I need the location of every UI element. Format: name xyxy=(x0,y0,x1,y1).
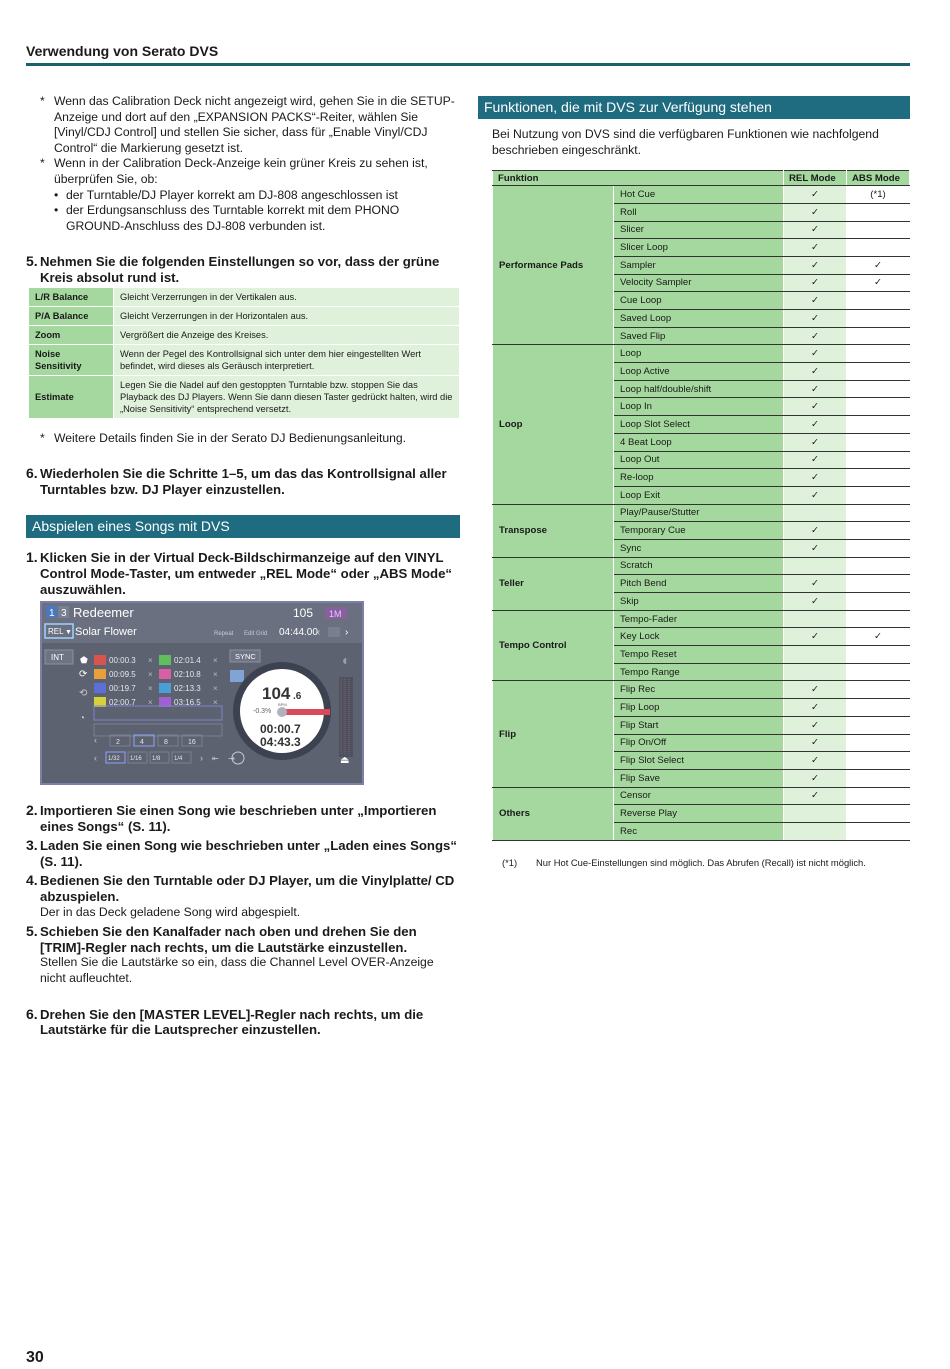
slip-icon[interactable]: ◐ xyxy=(342,652,351,669)
abs-mode-cell xyxy=(847,433,910,451)
function-group: Tempo Control xyxy=(493,610,614,681)
function-name: Velocity Sampler xyxy=(614,274,784,292)
abs-mode-cell: (*1) xyxy=(847,186,910,204)
rel-mode-cell: ✓ xyxy=(784,734,847,752)
rel-mode-cell: ✓ xyxy=(784,433,847,451)
abs-mode-cell xyxy=(847,752,910,770)
arrows-icon[interactable] xyxy=(328,627,340,637)
cue-time: 00:00.3 xyxy=(109,656,136,666)
abs-mode-cell xyxy=(847,734,910,752)
abs-mode-cell: ✓ xyxy=(847,274,910,292)
cue-time: 03:16.5 xyxy=(174,698,201,708)
asterisk: * xyxy=(40,430,45,445)
close-icon[interactable]: × xyxy=(213,656,218,666)
step-number: 5. xyxy=(26,923,38,940)
rel-mode-cell: ✓ xyxy=(784,292,847,310)
step-number: 5. xyxy=(26,253,38,270)
note-green-circle xyxy=(26,156,460,187)
column-header-function: Funktion xyxy=(493,171,784,186)
intro-text: Bei Nutzung von DVS sind die verfügbaren Funktionen wie nachfolgend beschrieben eingeschränkt. xyxy=(492,127,879,157)
rel-mode-cell: ✓ xyxy=(784,539,847,557)
function-name: Tempo-Fader xyxy=(614,610,784,628)
rel-mode-cell: ✓ xyxy=(784,752,847,770)
function-name: Loop In xyxy=(614,398,784,416)
function-name: Loop Exit xyxy=(614,486,784,504)
step-number: 6. xyxy=(26,1005,38,1022)
page-number: 30 xyxy=(26,1349,44,1366)
close-icon[interactable]: × xyxy=(148,684,153,694)
rel-mode-cell: ✓ xyxy=(784,716,847,734)
track-time-total: 04:44.00 xyxy=(279,627,318,639)
rel-mode-cell: ✓ xyxy=(784,186,847,204)
beat-jump-forward-icon[interactable]: ⇥ xyxy=(228,754,235,764)
abs-mode-cell xyxy=(847,769,910,787)
abs-mode-cell xyxy=(847,327,910,345)
left-column xyxy=(26,94,460,1038)
setting-value: Gleicht Verzerrungen in der Horizontalen aus. xyxy=(114,306,460,325)
function-name: Censor xyxy=(614,787,784,805)
edit-grid-button[interactable]: Edit Grid xyxy=(244,631,268,638)
eject-icon[interactable]: ⏏ xyxy=(340,755,350,767)
abs-mode-cell xyxy=(847,787,910,805)
step-text: Klicken Sie in der Virtual Deck-Bildschirmanzeige auf den VINYL Control Mode-Taster, um entweder „REL Mode“ oder „ABS Mode“ auszuwählen. xyxy=(40,550,453,597)
setting-key: L/R Balance xyxy=(29,287,114,306)
note-calibration-deck xyxy=(26,94,460,156)
deck-num-b: 3 xyxy=(61,608,67,620)
close-icon[interactable]: × xyxy=(148,698,153,708)
abs-mode-cell xyxy=(847,221,910,239)
abs-mode-cell xyxy=(847,504,910,522)
step-subtext: Stellen Sie die Lautstärke so ein, dass die Channel Level OVER-Anzeige nicht aufleuchtet. xyxy=(40,955,434,986)
rel-mode-cell: ✓ xyxy=(784,310,847,328)
play-step-5 xyxy=(26,924,460,955)
play-step-1 xyxy=(26,550,460,597)
function-group: Teller xyxy=(493,557,614,610)
function-name: Rec xyxy=(614,822,784,840)
close-icon[interactable]: × xyxy=(148,670,153,680)
rel-mode-cell: ✓ xyxy=(784,256,847,274)
step-number: 6. xyxy=(26,465,38,482)
bullet-item xyxy=(26,203,460,234)
rel-mode-cell: ✓ xyxy=(784,699,847,717)
abs-mode-cell xyxy=(847,575,910,593)
bullet-dot-icon: • xyxy=(54,203,59,218)
abs-mode-cell: ✓ xyxy=(847,256,910,274)
rel-mode-cell xyxy=(784,646,847,664)
function-group: Performance Pads xyxy=(493,186,614,345)
table-row xyxy=(493,610,910,628)
cue-time: 00:19.7 xyxy=(109,684,136,694)
abs-mode-cell xyxy=(847,310,910,328)
settings-table xyxy=(28,287,460,419)
abs-mode-cell xyxy=(847,363,910,381)
step-5 xyxy=(26,254,460,285)
abs-mode-cell xyxy=(847,239,910,257)
rel-mode-cell: ✓ xyxy=(784,469,847,487)
rel-mode-cell xyxy=(784,663,847,681)
rel-mode-cell: ✓ xyxy=(784,486,847,504)
abs-mode-cell xyxy=(847,610,910,628)
abs-mode-cell xyxy=(847,681,910,699)
time-remaining: 04:43.3 xyxy=(260,735,301,750)
deck-num-a: 1 xyxy=(49,608,55,620)
rel-mode-cell xyxy=(784,822,847,840)
loop-size-label: 8 xyxy=(164,739,168,747)
cue-color-swatch[interactable] xyxy=(159,655,171,665)
quantize-icon[interactable] xyxy=(230,670,244,682)
cue-color-swatch[interactable] xyxy=(159,683,171,693)
loop-small-label: 1/8 xyxy=(152,756,161,763)
beat-jump-back-icon[interactable]: ⇤ xyxy=(212,754,219,764)
bpm-decimal: .6 xyxy=(293,691,302,703)
hot-cue-icon[interactable]: ⬟ xyxy=(80,655,88,666)
function-name: Skip xyxy=(614,593,784,611)
function-name: Loop xyxy=(614,345,784,363)
setting-key: P/A Balance xyxy=(29,306,114,325)
setting-key: Estimate xyxy=(29,375,114,418)
rel-mode-cell: ✓ xyxy=(784,345,847,363)
bpm-display: 104 xyxy=(262,684,291,704)
track-bpm: 105 xyxy=(293,606,314,621)
function-name: Slicer Loop xyxy=(614,239,784,257)
footnote-mark: (*1) xyxy=(502,856,518,868)
bullet-item xyxy=(26,188,460,204)
track-title: Redeemer xyxy=(73,605,134,621)
play-step-6 xyxy=(26,1007,460,1038)
abs-mode-cell xyxy=(847,345,910,363)
chevron-left-icon[interactable]: ‹ xyxy=(94,753,97,764)
close-icon[interactable]: × xyxy=(213,670,218,680)
abs-mode-cell xyxy=(847,469,910,487)
cue-color-swatch[interactable] xyxy=(94,683,106,693)
cue-time: 00:09.5 xyxy=(109,670,136,680)
rel-mode-cell: ✓ xyxy=(784,787,847,805)
rel-mode-cell: ✓ xyxy=(784,681,847,699)
rel-mode-cell: ✓ xyxy=(784,522,847,540)
loop-small-label: 1/16 xyxy=(130,756,142,763)
function-name: Loop half/double/shift xyxy=(614,380,784,398)
abs-mode-cell xyxy=(847,380,910,398)
function-name: Flip Rec xyxy=(614,681,784,699)
loop-size-label: 16 xyxy=(188,739,196,747)
cue-color-swatch[interactable] xyxy=(159,669,171,679)
function-name: Tempo Range xyxy=(614,663,784,681)
section-title-play: Abspielen eines Songs mit DVS xyxy=(26,515,460,538)
table-header-row xyxy=(493,171,910,186)
setting-value: Wenn der Pegel des Kontrollsignal sich unter dem hier eingestellten Wert befindet, wird dieses als Geräusch interpretiert. xyxy=(114,344,460,375)
function-name: Cue Loop xyxy=(614,292,784,310)
function-name: Saved Loop xyxy=(614,310,784,328)
rel-mode-cell: ✓ xyxy=(784,274,847,292)
cue-time: 02:00.7 xyxy=(109,698,136,708)
setting-key: Noise Sensitivity xyxy=(29,344,114,375)
abs-mode-cell xyxy=(847,203,910,221)
abs-mode-cell xyxy=(847,451,910,469)
rel-mode-cell xyxy=(784,504,847,522)
step-text: Importieren Sie einen Song wie beschrieben unter „Importieren eines Songs“ (S. 11). xyxy=(40,803,437,834)
table-row xyxy=(29,306,460,325)
table-row xyxy=(493,681,910,699)
function-name: Slicer xyxy=(614,221,784,239)
table-row xyxy=(493,557,910,575)
rel-mode-cell xyxy=(784,557,847,575)
bpm-unit: BPM xyxy=(278,702,287,708)
cue-color-swatch[interactable] xyxy=(94,655,106,665)
asterisk: * xyxy=(40,156,45,171)
setting-value: Gleicht Verzerrungen in der Vertikalen aus. xyxy=(114,287,460,306)
function-name: Tempo Reset xyxy=(614,646,784,664)
function-name: Sampler xyxy=(614,256,784,274)
rel-mode-cell: ✓ xyxy=(784,575,847,593)
step-text: Drehen Sie den [MASTER LEVEL]-Regler nach rechts, um die Lautstärke für die Lautsprecher einzustellen. xyxy=(40,1006,424,1038)
play-step-4 xyxy=(26,873,460,904)
chevron-right-icon[interactable]: › xyxy=(200,753,203,764)
rel-mode-cell: ✓ xyxy=(784,451,847,469)
abs-mode-cell xyxy=(847,646,910,664)
function-group: Loop xyxy=(493,345,614,504)
rel-mode-cell: ✓ xyxy=(784,327,847,345)
asterisk: * xyxy=(40,94,45,108)
cue-time: 02:13.3 xyxy=(174,684,201,694)
track-artist: Solar Flower xyxy=(75,626,137,639)
function-group: Flip xyxy=(493,681,614,787)
rel-mode-cell: ✓ xyxy=(784,380,847,398)
abs-mode-cell xyxy=(847,557,910,575)
table-row xyxy=(493,504,910,522)
step-number: 1. xyxy=(26,549,38,566)
function-name: Play/Pause/Stutter xyxy=(614,504,784,522)
step-6 xyxy=(26,466,460,497)
close-icon[interactable]: × xyxy=(213,684,218,694)
abs-mode-cell xyxy=(847,593,910,611)
abs-mode-cell xyxy=(847,716,910,734)
function-group: Others xyxy=(493,787,614,840)
loop-icon[interactable]: ⟳ xyxy=(79,669,88,681)
right-column xyxy=(478,96,910,868)
section-title-functions: Funktionen, die mit DVS zur Verfügung stehen xyxy=(478,96,910,119)
table-row xyxy=(29,325,460,344)
abs-mode-cell xyxy=(847,416,910,434)
cue-color-swatch[interactable] xyxy=(94,669,106,679)
time-elapsed: 00:00.7 xyxy=(260,722,301,737)
abs-mode-cell xyxy=(847,522,910,540)
setting-value: Legen Sie die Nadel auf den gestoppten Turntable bzw. stoppen Sie das Playback des DJ Players. Wenn Sie dann diesen Taster gedrückt halten, wird die „Noise Sensitivity“ entsprechend versetzt. xyxy=(114,375,460,418)
virtual-deck-graphic xyxy=(42,603,362,783)
rel-mode-cell: ✓ xyxy=(784,221,847,239)
table-row xyxy=(29,287,460,306)
table-row xyxy=(493,345,910,363)
cue-time: 02:01.4 xyxy=(174,656,201,666)
sync-label: SYNC xyxy=(235,652,256,662)
rel-mode-cell: ✓ xyxy=(784,239,847,257)
note-text: Wenn das Calibration Deck nicht angezeigt wird, gehen Sie in die SETUP-Anzeige und dort auf den „EXPANSION PACKS“-Reiter, wählen Sie [Vinyl/CDJ Control] und stellen Sie sicher, dass für „Enable Vinyl/CDJ Control“ die Markierung gesetzt ist. xyxy=(54,94,455,155)
note-text: Weitere Details finden Sie in der Serato DJ Bedienungsanleitung. xyxy=(54,430,407,445)
step-text: Laden Sie einen Song wie beschrieben unter „Laden eines Songs“ (S. 11). xyxy=(40,838,457,869)
footnote xyxy=(502,857,910,868)
function-name: Temporary Cue xyxy=(614,522,784,540)
step-number: 4. xyxy=(26,872,38,889)
loop-size-label: 4 xyxy=(140,739,144,747)
header-rule xyxy=(26,63,910,66)
flip-icon[interactable]: ◔ xyxy=(79,713,86,725)
chevron-down-icon: ▼ xyxy=(65,629,72,637)
chevron-right-icon[interactable]: › xyxy=(345,627,349,639)
loop-size-label: 2 xyxy=(116,739,120,747)
function-name: Re-loop xyxy=(614,469,784,487)
rel-mode-cell: ✓ xyxy=(784,628,847,646)
function-name: Loop Active xyxy=(614,363,784,381)
loop-small-label: 1/4 xyxy=(174,756,183,763)
setting-value: Vergrößert die Anzeige des Kreises. xyxy=(114,325,460,344)
rel-mode-cell: ✓ xyxy=(784,363,847,381)
function-name: Loop Slot Select xyxy=(614,416,784,434)
function-name: Loop Out xyxy=(614,451,784,469)
pitch-value: -0.3% xyxy=(253,708,272,716)
int-label: INT xyxy=(51,653,64,663)
play-step-2 xyxy=(26,803,460,834)
abs-mode-cell xyxy=(847,398,910,416)
column-header-rel: REL Mode xyxy=(784,171,847,186)
function-name: Roll xyxy=(614,203,784,221)
close-icon[interactable]: × xyxy=(213,698,218,708)
function-name: Key Lock xyxy=(614,628,784,646)
function-name: Flip Start xyxy=(614,716,784,734)
abs-mode-cell xyxy=(847,663,910,681)
column-header-abs: ABS Mode xyxy=(847,171,910,186)
function-name: Scratch xyxy=(614,557,784,575)
rel-mode-cell: ✓ xyxy=(784,593,847,611)
rel-mode-cell xyxy=(784,610,847,628)
loop-small-label: 1/32 xyxy=(108,756,120,763)
function-name: Flip Loop xyxy=(614,699,784,717)
function-name: Pitch Bend xyxy=(614,575,784,593)
step-text: Nehmen Sie die folgenden Einstellungen so vor, dass der grüne Kreis absolut rund ist. xyxy=(40,254,440,285)
virtual-deck-screenshot xyxy=(40,601,364,785)
sampler-icon[interactable]: ⟲ xyxy=(79,688,88,700)
bullet-dot-icon: • xyxy=(54,187,59,202)
function-name: 4 Beat Loop xyxy=(614,433,784,451)
abs-mode-cell xyxy=(847,292,910,310)
setting-key: Zoom xyxy=(29,325,114,344)
vinyl-mode-label: REL xyxy=(48,627,64,637)
function-name: Flip On/Off xyxy=(614,734,784,752)
abs-mode-cell xyxy=(847,805,910,823)
abs-mode-cell: ✓ xyxy=(847,628,910,646)
step-text: Bedienen Sie den Turntable oder DJ Player, um die Vinylplatte/ CD abzuspielen. xyxy=(40,873,455,905)
function-name: Hot Cue xyxy=(614,186,784,204)
rel-mode-cell xyxy=(784,805,847,823)
function-name: Flip Slot Select xyxy=(614,752,784,770)
function-name: Sync xyxy=(614,539,784,557)
function-group: Transpose xyxy=(493,504,614,557)
rel-mode-cell: ✓ xyxy=(784,203,847,221)
step-text: Schieben Sie den Kanalfader nach oben und drehen Sie den [TRIM]-Regler nach rechts, um die Lautstärke einzustellen. xyxy=(40,924,417,955)
step-number: 2. xyxy=(26,802,38,819)
chevron-left-icon[interactable]: ‹ xyxy=(317,627,321,639)
repeat-button[interactable]: Repeat xyxy=(214,631,234,638)
abs-mode-cell xyxy=(847,539,910,557)
step-subtext: Der in das Deck geladene Song wird abgespielt. xyxy=(40,904,301,919)
abs-mode-cell xyxy=(847,822,910,840)
functions-table xyxy=(492,170,910,840)
bullet-text: der Turntable/DJ Player korrekt am DJ-808 angeschlossen ist xyxy=(66,187,398,202)
note-text: Wenn in der Calibration Deck-Anzeige kein grüner Kreis zu sehen ist, überprüfen Sie, ob: xyxy=(54,156,428,186)
step-number: 3. xyxy=(26,837,38,854)
play-step-3 xyxy=(26,838,460,869)
note-serato-manual xyxy=(26,431,460,447)
function-name: Flip Save xyxy=(614,769,784,787)
track-key: 1M xyxy=(329,609,342,620)
page-header-title: Verwendung von Serato DVS xyxy=(26,43,219,59)
close-icon[interactable]: × xyxy=(148,656,153,666)
platter-center xyxy=(277,707,287,717)
rel-mode-cell: ✓ xyxy=(784,416,847,434)
chevron-left-icon[interactable]: ‹ xyxy=(94,735,97,746)
rel-mode-cell: ✓ xyxy=(784,398,847,416)
abs-mode-cell xyxy=(847,486,910,504)
rel-mode-cell: ✓ xyxy=(784,769,847,787)
table-row xyxy=(493,787,910,805)
cue-time: 02:10.8 xyxy=(174,670,201,680)
abs-mode-cell xyxy=(847,699,910,717)
platter-position-marker xyxy=(282,709,330,715)
footnote-text: Nur Hot Cue-Einstellungen sind möglich. Das Abrufen (Recall) ist nicht möglich. xyxy=(536,856,866,868)
table-row xyxy=(493,186,910,204)
bullet-text: der Erdungsanschluss des Turntable korrekt mit dem PHONO GROUND-Anschluss des DJ-808 verbunden ist. xyxy=(66,203,400,233)
function-name: Saved Flip xyxy=(614,327,784,345)
step-text: Wiederholen Sie die Schritte 1–5, um das das Kontrollsignal aller Turntables bzw. DJ Player einzustellen. xyxy=(40,466,447,497)
table-row xyxy=(29,344,460,375)
table-row xyxy=(29,375,460,418)
function-name: Reverse Play xyxy=(614,805,784,823)
